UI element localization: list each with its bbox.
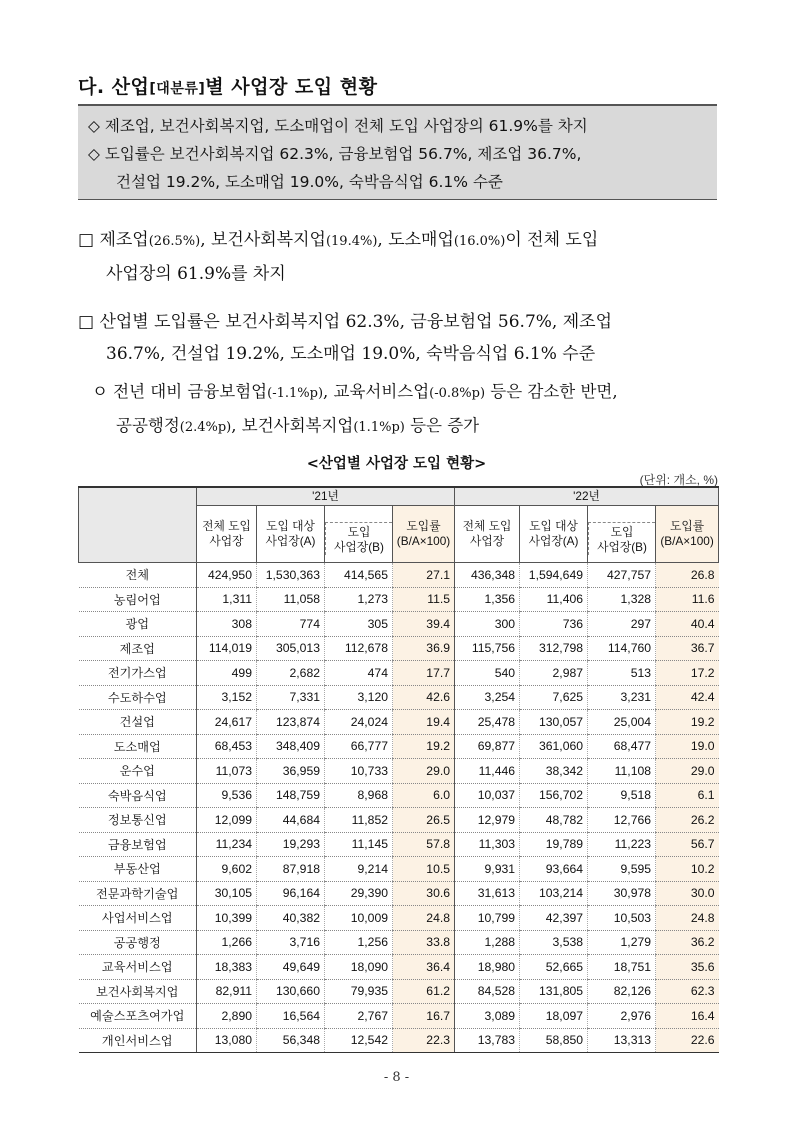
col-target-label: 도입 대상 사업장(A)	[265, 519, 316, 548]
value-cell: 1,311	[197, 587, 257, 612]
value-cell: 513	[588, 661, 656, 686]
table-row	[79, 1028, 719, 1053]
value-cell: 2,987	[520, 661, 588, 686]
value-cell: 11.6	[656, 587, 719, 612]
value-cell: 52,665	[520, 955, 588, 980]
value-cell: 42.4	[656, 685, 719, 710]
industry-name-cell: 도소매업	[79, 734, 197, 759]
value-cell: 11,406	[520, 587, 588, 612]
value-cell: 56,348	[257, 1028, 325, 1053]
p2-line-1: □ 산업별 도입률은 보건사회복지업 62.3%, 금융보험업 56.7%, 제조업	[78, 312, 612, 332]
value-cell: 17.7	[393, 661, 455, 686]
value-cell: 11.5	[393, 587, 455, 612]
value-cell: 40,382	[257, 906, 325, 931]
value-cell: 18,090	[325, 955, 393, 980]
value-cell: 10.2	[656, 857, 719, 882]
industry-name-cell: 사업서비스업	[79, 906, 197, 931]
value-cell: 30,105	[197, 881, 257, 906]
paragraph-1	[78, 224, 723, 290]
col-ratio-label: 도입률 (B/A×100)	[660, 519, 714, 548]
value-cell: 114,760	[588, 636, 656, 661]
industry-name-cell: 예술스포츠여가업	[79, 1004, 197, 1029]
value-cell: 29.0	[393, 759, 455, 784]
col-adopt-label: 도입 사업장(B)	[588, 522, 655, 555]
col-adopt-label: 도입 사업장(B)	[325, 522, 392, 555]
value-cell: 1,279	[588, 930, 656, 955]
value-cell: 19,293	[257, 832, 325, 857]
table-row	[79, 759, 719, 784]
value-cell: 1,594,649	[520, 563, 588, 588]
value-cell: 11,145	[325, 832, 393, 857]
value-cell: 1,256	[325, 930, 393, 955]
col-total-label: 전체 도입 사업장	[462, 519, 512, 548]
value-cell: 22.3	[393, 1028, 455, 1053]
value-cell: 93,664	[520, 857, 588, 882]
value-cell: 30.0	[656, 881, 719, 906]
col-target-2022	[520, 506, 588, 563]
industry-name-cell: 공공행정	[79, 930, 197, 955]
col-total-label: 전체 도입 사업장	[202, 519, 251, 548]
p3-num-d: (2.4%p)	[179, 420, 232, 435]
value-cell: 39.4	[393, 612, 455, 637]
value-cell: 2,682	[257, 661, 325, 686]
value-cell: 16.7	[393, 1004, 455, 1029]
value-cell: 17.2	[656, 661, 719, 686]
summary-line-1: ◇ 제조업, 보건사회복지업, 도소매업이 전체 도입 사업장의 61.9%를 차지	[88, 117, 588, 135]
value-cell: 9,518	[588, 783, 656, 808]
table-row	[79, 906, 719, 931]
value-cell: 10,037	[455, 783, 520, 808]
paragraph-2	[78, 306, 723, 370]
col-ratio-label: 도입률 (B/A×100)	[396, 519, 451, 548]
p3-num-a: (-1.1%p)	[267, 386, 324, 401]
industry-name-cell: 전기가스업	[79, 661, 197, 686]
table-row	[79, 808, 719, 833]
value-cell: 1,356	[455, 587, 520, 612]
p1-num-c: (16.0%)	[453, 234, 506, 249]
value-cell: 3,254	[455, 685, 520, 710]
value-cell: 82,126	[588, 979, 656, 1004]
industry-header	[79, 487, 197, 563]
value-cell: 40.4	[656, 612, 719, 637]
value-cell: 42.6	[393, 685, 455, 710]
value-cell: 10,503	[588, 906, 656, 931]
table-row	[79, 979, 719, 1004]
value-cell: 24.8	[393, 906, 455, 931]
value-cell: 9,595	[588, 857, 656, 882]
value-cell: 10.5	[393, 857, 455, 882]
value-cell: 736	[520, 612, 588, 637]
value-cell: 36.7	[656, 636, 719, 661]
industry-name-cell: 운수업	[79, 759, 197, 784]
value-cell: 11,058	[257, 587, 325, 612]
table-title: <산업별 사업장 도입 현황>	[306, 456, 487, 472]
value-cell: 68,477	[588, 734, 656, 759]
value-cell: 131,805	[520, 979, 588, 1004]
col-target-label: 도입 대상 사업장(A)	[528, 519, 579, 548]
value-cell: 30,978	[588, 881, 656, 906]
value-cell: 57.8	[393, 832, 455, 857]
value-cell: 115,756	[455, 636, 520, 661]
p3-text-b: , 교육서비스업	[323, 382, 430, 401]
value-cell: 7,625	[520, 685, 588, 710]
value-cell: 26.2	[656, 808, 719, 833]
table-row	[79, 783, 719, 808]
industry-name-cell: 전체	[79, 563, 197, 588]
value-cell: 11,446	[455, 759, 520, 784]
value-cell: 540	[455, 661, 520, 686]
value-cell: 25,478	[455, 710, 520, 735]
value-cell: 3,120	[325, 685, 393, 710]
table-row	[79, 930, 719, 955]
table-row	[79, 563, 719, 588]
col-adopt-2021	[325, 506, 393, 563]
value-cell: 18,751	[588, 955, 656, 980]
value-cell: 36.9	[393, 636, 455, 661]
p1-num-b: (19.4%)	[325, 234, 378, 249]
value-cell: 11,234	[197, 832, 257, 857]
value-cell: 2,976	[588, 1004, 656, 1029]
value-cell: 26.8	[656, 563, 719, 588]
value-cell: 3,716	[257, 930, 325, 955]
value-cell: 11,108	[588, 759, 656, 784]
value-cell: 10,799	[455, 906, 520, 931]
value-cell: 123,874	[257, 710, 325, 735]
value-cell: 499	[197, 661, 257, 686]
value-cell: 96,164	[257, 881, 325, 906]
table-row	[79, 636, 719, 661]
table-row	[79, 612, 719, 637]
p1-text-a: □ 제조업	[78, 230, 149, 250]
value-cell: 22.6	[656, 1028, 719, 1053]
value-cell: 38,342	[520, 759, 588, 784]
value-cell: 13,080	[197, 1028, 257, 1053]
col-adopt-2022	[588, 506, 656, 563]
value-cell: 3,538	[520, 930, 588, 955]
value-cell: 148,759	[257, 783, 325, 808]
value-cell: 25,004	[588, 710, 656, 735]
value-cell: 9,602	[197, 857, 257, 882]
value-cell: 61.2	[393, 979, 455, 1004]
industry-name-cell: 광업	[79, 612, 197, 637]
value-cell: 19.0	[656, 734, 719, 759]
value-cell: 312,798	[520, 636, 588, 661]
p2-line-2: 36.7%, 건설업 19.2%, 도소매업 19.0%, 숙박음식업 6.1% 수준	[106, 344, 596, 364]
value-cell: 114,019	[197, 636, 257, 661]
table-row	[79, 1004, 719, 1029]
year-2022-header: '22년	[455, 487, 719, 506]
value-cell: 10,733	[325, 759, 393, 784]
value-cell: 10,009	[325, 906, 393, 931]
col-total-2022	[455, 506, 520, 563]
year-2021-header: '21년	[197, 487, 455, 506]
value-cell: 9,931	[455, 857, 520, 882]
industry-name-cell: 보건사회복지업	[79, 979, 197, 1004]
col-ratio-2021	[393, 506, 455, 563]
value-cell: 300	[455, 612, 520, 637]
value-cell: 1,328	[588, 587, 656, 612]
value-cell: 6.0	[393, 783, 455, 808]
value-cell: 19,789	[520, 832, 588, 857]
value-cell: 436,348	[455, 563, 520, 588]
section-title-part-b: 별 사업장 도입 현황	[205, 76, 378, 98]
value-cell: 29.0	[656, 759, 719, 784]
col-target-2021	[257, 506, 325, 563]
industry-name-cell: 농림어업	[79, 587, 197, 612]
value-cell: 19.4	[393, 710, 455, 735]
value-cell: 84,528	[455, 979, 520, 1004]
value-cell: 424,950	[197, 563, 257, 588]
industry-name-cell: 전문과학기술업	[79, 881, 197, 906]
value-cell: 6.1	[656, 783, 719, 808]
industry-name-cell: 부동산업	[79, 857, 197, 882]
industry-name-cell: 건설업	[79, 710, 197, 735]
value-cell: 19.2	[393, 734, 455, 759]
table-row	[79, 685, 719, 710]
value-cell: 2,890	[197, 1004, 257, 1029]
value-cell: 308	[197, 612, 257, 637]
value-cell: 3,152	[197, 685, 257, 710]
value-cell: 1,273	[325, 587, 393, 612]
p1-text-d: 이 전체 도입	[505, 230, 599, 250]
value-cell: 68,453	[197, 734, 257, 759]
section-title-bracket: [대분류]	[149, 81, 206, 97]
table-row	[79, 881, 719, 906]
col-total-2021	[197, 506, 257, 563]
p3-line-2	[92, 410, 722, 444]
paragraph-3	[92, 376, 722, 444]
p3-num-e: (1.1%p)	[353, 420, 405, 435]
col-ratio-2022	[656, 506, 719, 563]
value-cell: 18,383	[197, 955, 257, 980]
value-cell: 1,288	[455, 930, 520, 955]
summary-box	[78, 104, 717, 200]
value-cell: 474	[325, 661, 393, 686]
summary-line-3: 건설업 19.2%, 도소매업 19.0%, 숙박음식업 6.1% 수준	[116, 173, 503, 191]
p1-text-b: , 보건사회복지업	[200, 230, 326, 250]
value-cell: 8,968	[325, 783, 393, 808]
value-cell: 305	[325, 612, 393, 637]
industry-name-cell: 제조업	[79, 636, 197, 661]
value-cell: 29,390	[325, 881, 393, 906]
value-cell: 58,850	[520, 1028, 588, 1053]
industry-name-cell: 수도하수업	[79, 685, 197, 710]
value-cell: 16.4	[656, 1004, 719, 1029]
value-cell: 16,564	[257, 1004, 325, 1029]
value-cell: 112,678	[325, 636, 393, 661]
value-cell: 56.7	[656, 832, 719, 857]
value-cell: 24,617	[197, 710, 257, 735]
value-cell: 24,024	[325, 710, 393, 735]
table-unit: (단위: 개소, %)	[639, 473, 718, 487]
value-cell: 12,766	[588, 808, 656, 833]
value-cell: 30.6	[393, 881, 455, 906]
value-cell: 10,399	[197, 906, 257, 931]
value-cell: 36,959	[257, 759, 325, 784]
section-title-part-a: 다. 산업	[78, 76, 150, 98]
value-cell: 3,231	[588, 685, 656, 710]
value-cell: 348,409	[257, 734, 325, 759]
value-cell: 1,530,363	[257, 563, 325, 588]
value-cell: 12,542	[325, 1028, 393, 1053]
industry-name-cell: 정보통신업	[79, 808, 197, 833]
table-row	[79, 955, 719, 980]
p3-text-e: , 보건사회복지업	[231, 416, 354, 435]
section-title	[78, 72, 718, 99]
value-cell: 361,060	[520, 734, 588, 759]
p3-text-d: 공공행정	[116, 416, 180, 435]
p3-num-b: (-0.8%p)	[429, 386, 486, 401]
value-cell: 1,266	[197, 930, 257, 955]
value-cell: 156,702	[520, 783, 588, 808]
value-cell: 11,852	[325, 808, 393, 833]
value-cell: 130,057	[520, 710, 588, 735]
value-cell: 305,013	[257, 636, 325, 661]
value-cell: 12,979	[455, 808, 520, 833]
value-cell: 9,536	[197, 783, 257, 808]
value-cell: 7,331	[257, 685, 325, 710]
industry-name-cell: 교육서비스업	[79, 955, 197, 980]
p3-text-a: ㅇ 전년 대비 금융보험업	[92, 382, 268, 401]
value-cell: 82,911	[197, 979, 257, 1004]
industry-name-cell: 숙박음식업	[79, 783, 197, 808]
p3-text-c: 등은 감소한 반면,	[485, 382, 618, 401]
value-cell: 3,089	[455, 1004, 520, 1029]
value-cell: 9,214	[325, 857, 393, 882]
value-cell: 26.5	[393, 808, 455, 833]
p1-line-2: 사업장의 61.9%를 차지	[106, 264, 286, 284]
value-cell: 48,782	[520, 808, 588, 833]
value-cell: 49,649	[257, 955, 325, 980]
p1-text-c: , 도소매업	[377, 230, 454, 250]
table-row	[79, 710, 719, 735]
value-cell: 774	[257, 612, 325, 637]
p3-text-f: 등은 증가	[404, 416, 480, 435]
value-cell: 2,767	[325, 1004, 393, 1029]
value-cell: 27.1	[393, 563, 455, 588]
value-cell: 19.2	[656, 710, 719, 735]
value-cell: 31,613	[455, 881, 520, 906]
industry-adoption-table	[78, 486, 719, 1053]
value-cell: 36.4	[393, 955, 455, 980]
value-cell: 87,918	[257, 857, 325, 882]
industry-name-cell: 개인서비스업	[79, 1028, 197, 1053]
value-cell: 103,214	[520, 881, 588, 906]
value-cell: 66,777	[325, 734, 393, 759]
value-cell: 42,397	[520, 906, 588, 931]
value-cell: 18,097	[520, 1004, 588, 1029]
value-cell: 11,073	[197, 759, 257, 784]
value-cell: 427,757	[588, 563, 656, 588]
value-cell: 36.2	[656, 930, 719, 955]
table-row	[79, 587, 719, 612]
value-cell: 13,783	[455, 1028, 520, 1053]
table-row	[79, 734, 719, 759]
p1-num-a: (26.5%)	[148, 234, 201, 249]
value-cell: 79,935	[325, 979, 393, 1004]
page-number: - 8 -	[383, 1070, 410, 1085]
table-row	[79, 857, 719, 882]
value-cell: 24.8	[656, 906, 719, 931]
value-cell: 33.8	[393, 930, 455, 955]
table-row	[79, 832, 719, 857]
value-cell: 414,565	[325, 563, 393, 588]
value-cell: 12,099	[197, 808, 257, 833]
value-cell: 69,877	[455, 734, 520, 759]
value-cell: 11,303	[455, 832, 520, 857]
value-cell: 11,223	[588, 832, 656, 857]
value-cell: 130,660	[257, 979, 325, 1004]
value-cell: 44,684	[257, 808, 325, 833]
summary-line-2: ◇ 도입률은 보건사회복지업 62.3%, 금융보험업 56.7%, 제조업 36.7%,	[88, 145, 582, 163]
value-cell: 62.3	[656, 979, 719, 1004]
value-cell: 35.6	[656, 955, 719, 980]
industry-name-cell: 금융보험업	[79, 832, 197, 857]
value-cell: 13,313	[588, 1028, 656, 1053]
table-row	[79, 661, 719, 686]
value-cell: 297	[588, 612, 656, 637]
value-cell: 18,980	[455, 955, 520, 980]
